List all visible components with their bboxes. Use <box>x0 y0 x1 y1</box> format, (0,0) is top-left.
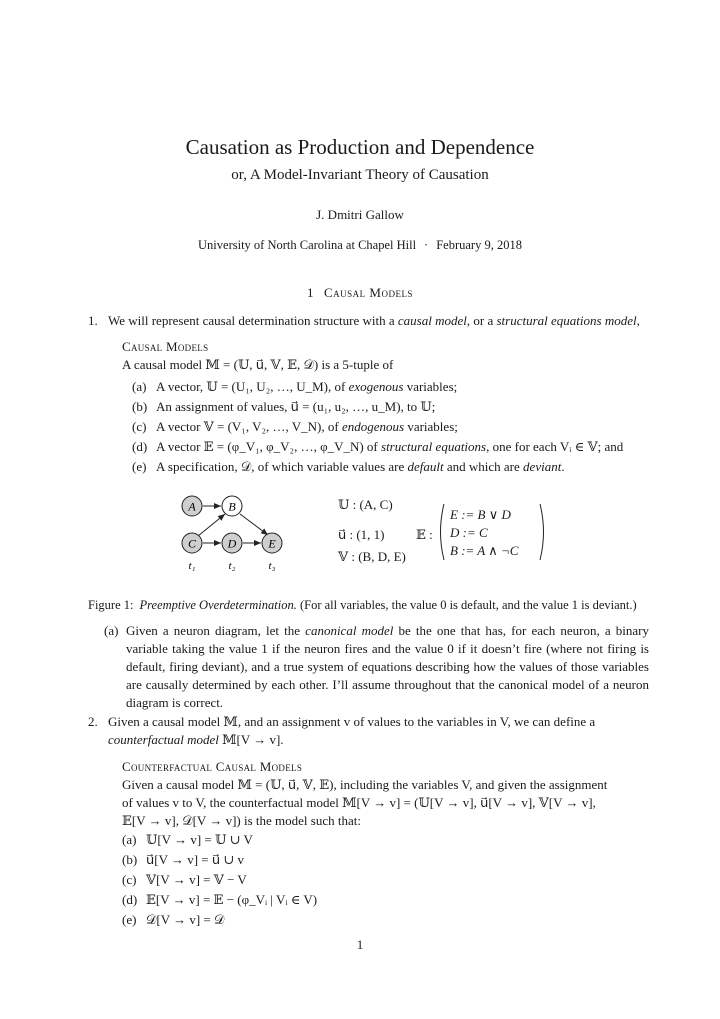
node-label-b: B <box>228 499 236 514</box>
list-item: (d) 𝔼[V → v] = 𝔼 − (φ_Vᵢ | Vᵢ ∈ V) <box>122 892 318 907</box>
time-label: t₁ <box>188 560 196 572</box>
equation-e: E := B ∨ D <box>450 507 511 522</box>
neuron-diagram <box>170 490 320 580</box>
list-item: (e) A specification, 𝒟, of which variable values are default and which are deviant. <box>132 459 565 474</box>
list-item: (a) 𝕌[V → v] = 𝕌 ∪ V <box>122 832 253 847</box>
section-title: Causal Models <box>324 285 413 300</box>
paper-title: Causation as Production and Dependence <box>185 135 535 159</box>
paragraph-text: Given a causal model 𝕄, and an assignment v of values to the variables in V, we can define a counterfactual model 𝕄[V → v]. <box>108 714 596 747</box>
list-item: (c) 𝕍[V → v] = 𝕍 − V <box>122 872 247 887</box>
paper-subtitle: or, A Model-Invariant Theory of Causation <box>231 167 489 183</box>
figure-caption <box>88 596 688 614</box>
definition-intro: A causal model 𝕄 = (𝕌, u⃗, 𝕍, 𝔼, 𝒟) is a 5-tuple of <box>122 357 394 372</box>
endogenous-variables: 𝕍 : (B, D, E) <box>338 549 406 564</box>
separator: · <box>424 238 429 252</box>
section-number: 1 <box>307 285 314 300</box>
node-label-c: C <box>187 536 197 551</box>
paragraph-text: We will represent causal determination structure with a causal model, or a structural equations model, <box>108 313 640 328</box>
definition-line: 𝔼[V → v], 𝒟[V → v]) is the model such that: <box>122 813 361 828</box>
page-number: 1 <box>356 937 364 952</box>
caption-text: (For all variables, the value 0 is default, and the value 1 is deviant.) <box>299 598 637 612</box>
subparagraph-a <box>104 622 649 712</box>
paragraph-number: 2. <box>88 714 98 729</box>
exogenous-variables: 𝕌 : (A, C) <box>338 497 393 512</box>
list-item: (b) u⃗[V → v] = u⃗ ∪ v <box>122 852 245 867</box>
subparagraph-text: Given a neuron diagram, let the canonical model be the one that has, for each neuron, a binary variable taking the value 1 if the neuron fires and the value 0 if it doesn’t fire (where not firing is default, firing deviant), and a true system of equations describing how the values of those variables are causally determined by each other. I’ll assume throughout that the canonical model of a neuron diagram is correct. <box>126 623 649 710</box>
paragraph-2 <box>88 713 648 749</box>
definition-heading: Counterfactual Causal Models <box>122 759 303 774</box>
exogenous-assignment: u⃗ : (1, 1) <box>338 527 385 542</box>
node-label-d: D <box>227 536 237 551</box>
definition-line: Given a causal model 𝕄 = (𝕌, u⃗, 𝕍, 𝔼), including the variables V, and given the assignment <box>122 777 608 792</box>
caption-label: Figure 1: <box>88 598 134 612</box>
equation-b: B := A ∧ ¬C <box>450 543 519 558</box>
subparagraph-label: (a) <box>104 623 119 638</box>
date: February 9, 2018 <box>436 238 522 252</box>
definition-causal-models <box>122 338 662 477</box>
definition-counterfactual-models <box>122 758 662 930</box>
caption-title: Preemptive Overdetermination. <box>139 598 297 612</box>
list-item: (c) A vector 𝕍 = (V₁, V₂, …, V_N), of endogenous variables; <box>132 419 458 434</box>
list-item: (e) 𝒟[V → v] = 𝒟 <box>122 912 225 927</box>
affiliation-line <box>0 236 720 254</box>
edge-b-e <box>240 514 268 535</box>
definition-heading: Causal Models <box>122 339 209 354</box>
affiliation: University of North Carolina at Chapel Hill <box>198 238 417 252</box>
definition-line: of values v to V, the counterfactual model 𝕄[V → v] = (𝕌[V → v], u⃗[V → v], 𝕍[V → v], <box>122 795 596 810</box>
list-item: (d) A vector 𝔼 = (φ_V₁, φ_V₂, …, φ_V_N) of structural equations, one for each Vᵢ ∈ 𝕍; and <box>132 439 624 454</box>
node-label-a: A <box>188 499 196 514</box>
time-label: t₃ <box>268 560 276 572</box>
author: J. Dmitri Gallow <box>316 207 404 222</box>
node-label-e: E <box>268 536 276 551</box>
equation-d: D := C <box>450 525 488 540</box>
time-label: t₂ <box>228 560 236 572</box>
paragraph-1 <box>88 312 648 330</box>
list-item: (a) A vector, 𝕌 = (U₁, U₂, …, U_M), of exogenous variables; <box>132 379 458 394</box>
edge-c-b <box>198 514 225 536</box>
equations-label: 𝔼 : <box>416 527 433 542</box>
section-heading <box>0 284 720 302</box>
list-item: (b) An assignment of values, u⃗ = (u₁, u₂, …, u_M), to 𝕌; <box>132 399 436 414</box>
paragraph-number: 1. <box>88 313 98 328</box>
